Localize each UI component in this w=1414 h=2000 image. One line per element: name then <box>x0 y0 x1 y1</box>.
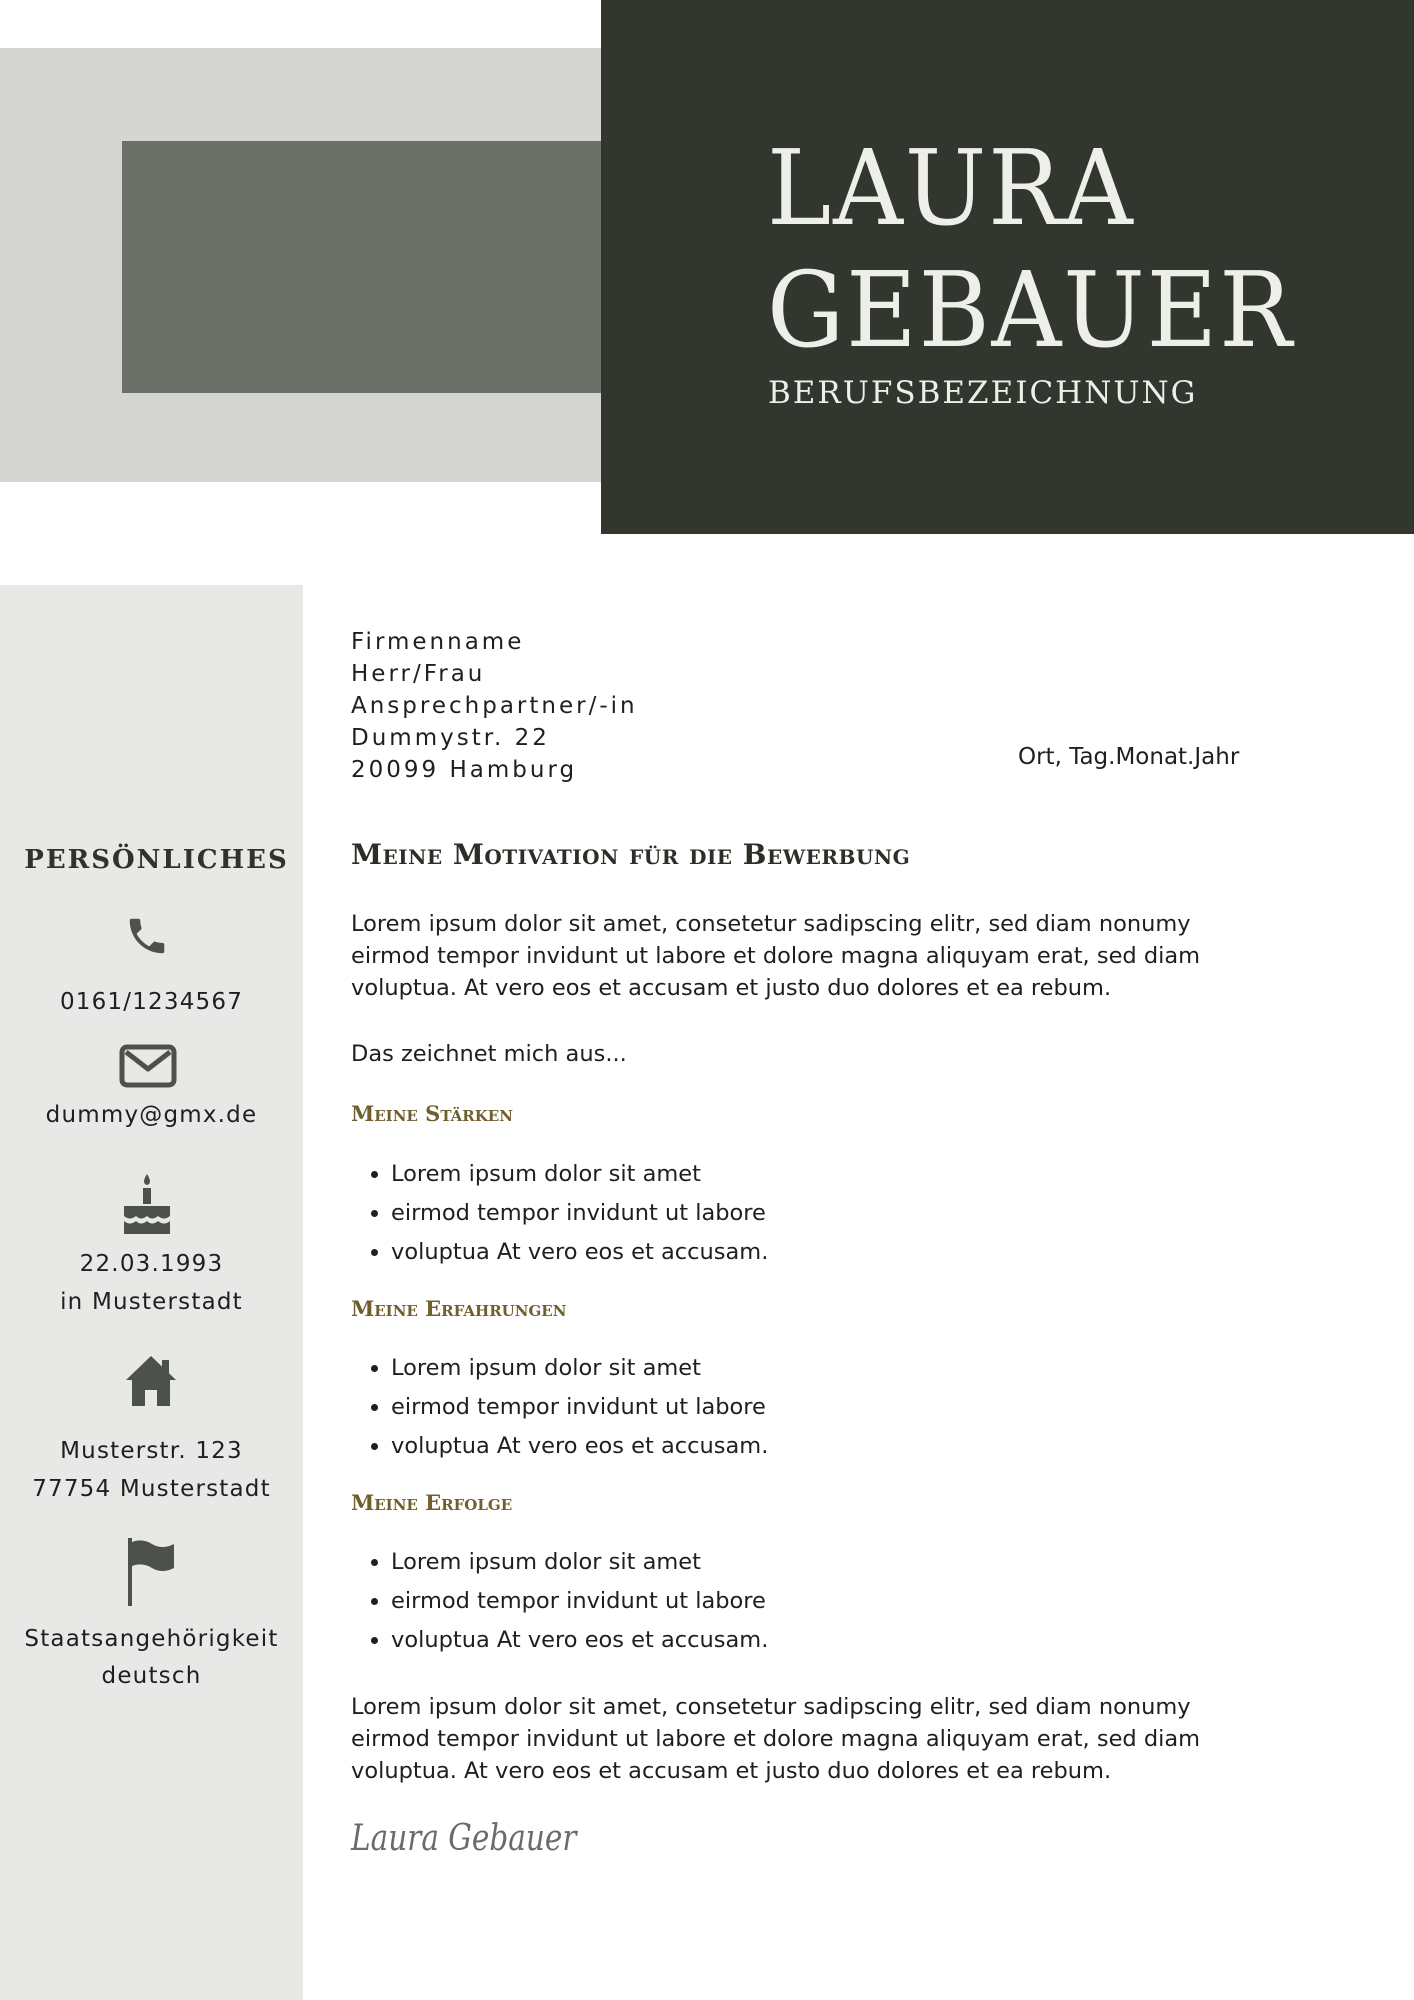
intro-line: eirmod tempor invidunt ut labore et dolore magna aliquyam erat, sed diam <box>351 943 1201 969</box>
recipient-contact: Ansprechpartner/-in <box>351 693 638 719</box>
closing-line: voluptua. At vero eos et accusam et justo duo dolores et ea rebum. <box>351 1758 1112 1784</box>
first-name: LAURA <box>767 127 1135 249</box>
lead-text <box>351 1038 1351 1070</box>
list-item: • voluptua At vero eos et accusam. <box>391 1233 768 1272</box>
lead-line: Das zeichnet mich aus... <box>351 1041 627 1067</box>
letter-date: Ort, Tag.Monat.Jahr <box>1018 744 1240 770</box>
letter-heading: Meine Motivation für die Bewerbung <box>351 838 911 871</box>
nationality-value: deutsch <box>101 1663 202 1689</box>
email-address: dummy@gmx.de <box>45 1102 258 1128</box>
intro-paragraph <box>351 908 1351 1004</box>
nationality-label: Staatsangehörigkeit <box>24 1626 279 1652</box>
list-item: • voluptua At vero eos et accusam. <box>391 1621 768 1660</box>
recipient-address <box>351 626 638 786</box>
recipient-city: 20099 Hamburg <box>351 757 578 783</box>
sidebar-heading: PERSÖNLICHES <box>24 845 289 875</box>
section-title-strengths: Meine Stärken <box>351 1101 513 1126</box>
closing-line: Lorem ipsum dolor sit amet, consetetur sadipscing elitr, sed diam nonumy <box>351 1694 1191 1720</box>
birth-date: 22.03.1993 <box>79 1251 224 1277</box>
city-address: 77754 Musterstadt <box>32 1476 271 1502</box>
job-title: BERUFSBEZEICHNUNG <box>768 375 1198 411</box>
birth-place: in Musterstadt <box>60 1289 243 1315</box>
phone-icon <box>124 912 170 960</box>
section-title-experience: Meine Erfahrungen <box>351 1296 567 1321</box>
list-item: • eirmod tempor invidunt ut labore <box>391 1194 768 1233</box>
closing-line: eirmod tempor invidunt ut labore et dolore magna aliquyam erat, sed diam <box>351 1726 1201 1752</box>
achievements-list <box>351 1543 768 1660</box>
list-item: • eirmod tempor invidunt ut labore <box>391 1582 768 1621</box>
strengths-list <box>351 1155 768 1272</box>
mail-icon <box>119 1044 177 1088</box>
section-title-achievements: Meine Erfolge <box>351 1490 513 1515</box>
recipient-salutation: Herr/Frau <box>351 661 486 687</box>
list-item: • Lorem ipsum dolor sit amet <box>391 1349 768 1388</box>
closing-paragraph <box>351 1691 1351 1787</box>
birthday-cake-icon <box>120 1172 174 1236</box>
flag-icon <box>126 1538 178 1606</box>
phone-number: 0161/1234567 <box>59 989 244 1015</box>
intro-line: Lorem ipsum dolor sit amet, consetetur sadipscing elitr, sed diam nonumy <box>351 911 1191 937</box>
list-item: • Lorem ipsum dolor sit amet <box>391 1155 768 1194</box>
list-item: • Lorem ipsum dolor sit amet <box>391 1543 768 1582</box>
recipient-company: Firmenname <box>351 629 525 655</box>
list-item: • eirmod tempor invidunt ut labore <box>391 1388 768 1427</box>
intro-line: voluptua. At vero eos et accusam et justo duo dolores et ea rebum. <box>351 975 1112 1001</box>
street-address: Musterstr. 123 <box>60 1438 243 1464</box>
experience-list <box>351 1349 768 1466</box>
signature: Laura Gebauer <box>351 1818 577 1859</box>
recipient-street: Dummystr. 22 <box>351 725 550 751</box>
header-mid-block <box>122 141 601 393</box>
last-name: GEBAUER <box>767 249 1294 371</box>
home-icon <box>124 1354 178 1408</box>
list-item: • voluptua At vero eos et accusam. <box>391 1427 768 1466</box>
